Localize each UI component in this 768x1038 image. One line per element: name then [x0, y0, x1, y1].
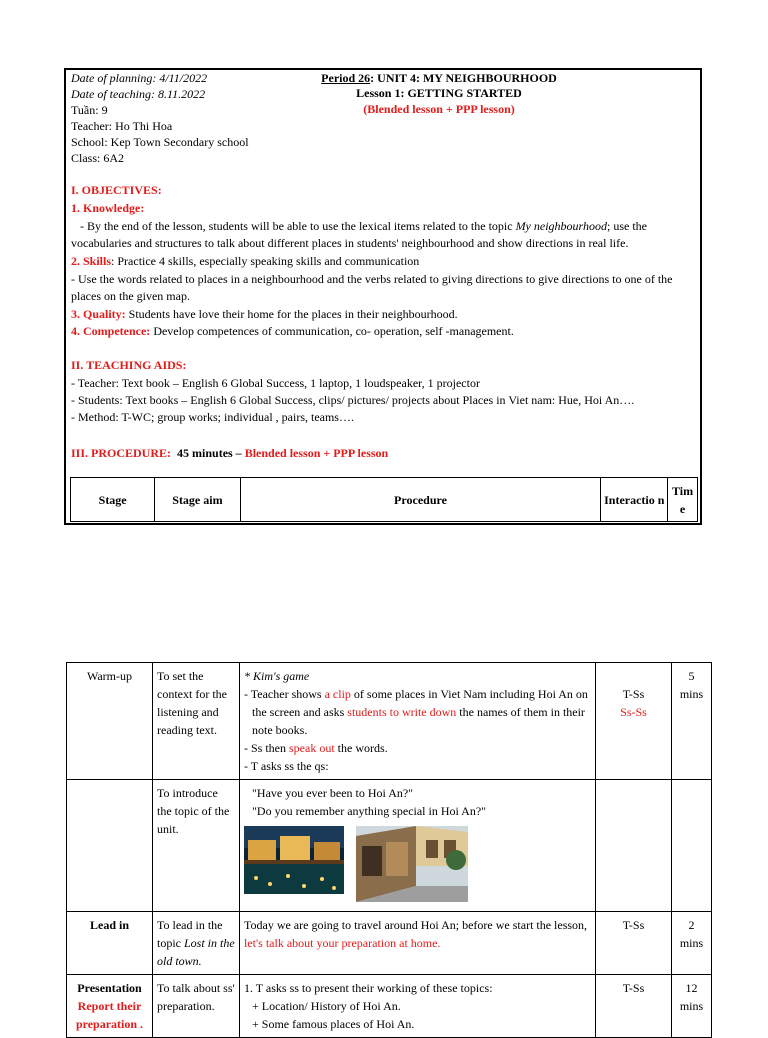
quality-line	[71, 306, 699, 323]
stage-warmup: Warm-up	[67, 663, 153, 780]
interaction-t-ss: T-Ss	[622, 687, 645, 701]
interaction-leadin: T-Ss	[596, 912, 672, 975]
knowledge-text-a: - By the end of the lesson, students will be able to use the lexical items related to the topic	[71, 219, 516, 233]
hoi-an-night-river-photo	[244, 826, 344, 899]
question-2: "Do you remember anything special in Hoi An?"	[252, 804, 487, 818]
teacher-name: Teacher: Ho Thi Hoa	[71, 119, 173, 133]
step1-e: the names of them in their note books.	[252, 705, 585, 737]
period-label: Period 26	[321, 71, 371, 85]
col-interaction: Interactio n	[601, 478, 668, 522]
skills-line	[71, 253, 699, 270]
step2-b: speak out	[289, 741, 335, 755]
step1-a: - Teacher shows	[244, 687, 325, 701]
stage-presentation-label: Presentation	[77, 981, 142, 995]
presentation-topic-2: + Some famous places of Hoi An.	[252, 1017, 415, 1031]
teaching-aids-heading: II. TEACHING AIDS:	[71, 358, 187, 372]
interaction-warmup	[596, 663, 672, 780]
warmup-step-2	[244, 739, 591, 757]
step2-a: - Ss then	[244, 741, 289, 755]
warmup-step-1	[244, 685, 591, 739]
procedure-presentation	[240, 975, 596, 1038]
knowledge-text	[71, 218, 699, 252]
aim-topic: To introduce the topic of the unit.	[153, 780, 240, 912]
competence-line	[71, 323, 699, 340]
week-number: Tuần: 9	[71, 103, 108, 117]
procedure-heading	[71, 445, 699, 462]
unit-title: : UNIT 4: MY NEIGHBOURHOOD	[370, 71, 557, 85]
skills-heading: 2. Skills	[71, 254, 112, 268]
quality-heading: 3. Quality:	[71, 307, 126, 321]
step1-b: a clip	[324, 687, 354, 701]
aids-method: - Method: T-WC; group works; individual , pairs, teams….	[71, 410, 354, 424]
step1-d: students to write down	[347, 705, 457, 719]
class-name: Class: 6A2	[71, 151, 125, 165]
lesson-plan-header-box	[64, 68, 702, 525]
step1-c: of some places in Viet Nam including Hoi An on the screen and asks	[252, 687, 588, 719]
skills-text: : Practice 4 skills, especially speaking skills and communication	[111, 254, 420, 268]
aim-leadin-b: Lost in the old town.	[157, 936, 235, 968]
skills-detail: - Use the words related to places in a neighbourhood and the verbs related to giving directions to give directions to one of the places on the given map.	[71, 272, 673, 303]
table-row	[67, 912, 712, 975]
procedure-label: III. PROCEDURE:	[71, 446, 172, 460]
col-stage: Stage	[71, 478, 155, 522]
col-time: Tim e	[668, 478, 698, 522]
table-row	[67, 975, 712, 1038]
knowledge-topic: My neighbourhood	[515, 219, 607, 233]
table-row	[67, 663, 712, 780]
period-unit-title	[314, 71, 564, 86]
competence-text: Develop competences of communication, co- operation, self -management.	[150, 324, 514, 338]
col-procedure: Procedure	[240, 478, 601, 522]
competence-heading: 4. Competence:	[71, 324, 151, 338]
time-topic	[672, 780, 712, 912]
warmup-step-3: - T asks ss the qs:	[244, 759, 329, 773]
interaction-ss-ss: Ss-Ss	[620, 705, 647, 719]
stage-empty	[67, 780, 153, 912]
presentation-step-1: 1. T asks ss to present their working of these topics:	[244, 981, 493, 995]
leadin-text-b: let's talk about your preparation at home.	[244, 936, 441, 950]
time-presentation: 12 mins	[672, 975, 712, 1038]
procedure-leadin	[240, 912, 596, 975]
stage-presentation-sub: Report their preparation .	[75, 999, 144, 1031]
kims-game: * Kim's game	[244, 669, 310, 683]
date-of-teaching: Date of teaching: 8.11.2022	[71, 87, 206, 101]
aids-teacher: - Teacher: Text book – English 6 Global Success, 1 laptop, 1 loudspeaker, 1 projector	[71, 376, 480, 390]
procedure-topic	[240, 780, 596, 912]
knowledge-text-b: ; use the vocabularies and structures to talk about different places in students' neighbourhood and show directions in real life.	[71, 219, 650, 250]
time-leadin: 2 mins	[672, 912, 712, 975]
aim-leadin-a: To lead in the topic	[157, 918, 223, 950]
hoi-an-old-street-photo	[356, 826, 468, 907]
procedure-type: Blended lesson + PPP lesson	[244, 446, 389, 460]
lesson-type: (Blended lesson + PPP lesson)	[363, 102, 515, 116]
procedure-duration: 45 minutes –	[171, 446, 245, 460]
question-1: "Have you ever been to Hoi An?"	[252, 786, 414, 800]
interaction-topic	[596, 780, 672, 912]
aids-students: - Students: Text books – English 6 Global Success, clips/ pictures/ projects about Places in Viet nam: Hue, Hoi An….	[71, 393, 635, 407]
stage-leadin: Lead in	[67, 912, 153, 975]
interaction-presentation: T-Ss	[596, 975, 672, 1038]
objectives-heading: I. OBJECTIVES:	[71, 183, 162, 197]
aim-presentation: To talk about ss' preparation.	[153, 975, 240, 1038]
school-name: School: Kep Town Secondary school	[71, 135, 249, 149]
knowledge-heading: 1. Knowledge:	[71, 201, 145, 215]
date-of-planning: Date of planning: 4/11/2022	[71, 71, 208, 85]
leadin-text-a: Today we are going to travel around Hoi An; before we start the lesson,	[244, 918, 588, 932]
table-row	[67, 780, 712, 912]
lesson-title: Lesson 1: GETTING STARTED	[356, 86, 522, 100]
presentation-topic-1: + Location/ History of Hoi An.	[252, 999, 401, 1013]
procedure-table	[66, 662, 712, 1038]
aim-leadin	[153, 912, 240, 975]
procedure-table-header	[70, 477, 698, 522]
time-warmup: 5 mins	[672, 663, 712, 780]
stage-presentation	[67, 975, 153, 1038]
procedure-warmup	[240, 663, 596, 780]
step2-c: the words.	[334, 741, 388, 755]
quality-text: Students have love their home for the places in their neighbourhood.	[125, 307, 458, 321]
col-stage-aim: Stage aim	[155, 478, 240, 522]
aim-warmup: To set the context for the listening and reading text.	[153, 663, 240, 780]
